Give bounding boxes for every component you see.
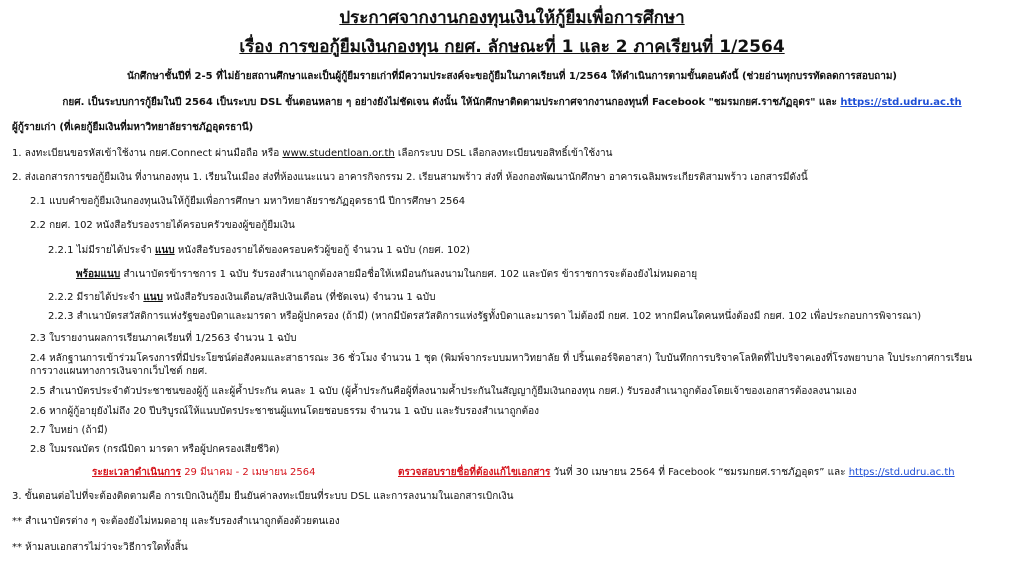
item-2-2-2-attach: แนบ [143, 292, 163, 303]
item-2-2-2 [48, 291, 435, 304]
item-2-2-2-text-end: หนังสือรับรองเงินเดือน/สลิปเงินเดือน (ที่ชัดเจน) จำนวน 1 ฉบับ [166, 292, 436, 303]
step-1-text-end: เลือกระบบ DSL เลือกลงทะเบียนขอสิทธิ์เข้าใช้งาน [397, 148, 613, 159]
item-2-2-1-text: 2.2.1 ไม่มีรายได้ประจำ [48, 245, 152, 256]
studentloan-link[interactable]: www.studentloan.or.th [282, 148, 395, 159]
item-2-2: 2.2 กยศ. 102 หนังสือรับรองรายได้ครอบครัวของผู้ขอกู้ยืมเงิน [30, 220, 295, 231]
with-attach-text: สำเนาบัตรข้าราชการ 1 ฉบับ รับรองสำเนาถูกต้องลายมือชื่อให้เหมือนกันลงนามในกยศ. 102 และบัตร ข้าราชการจะต้องยังไม่หมดอายุ [123, 269, 698, 280]
item-2-2-1-attach: แนบ [154, 245, 175, 256]
intro-line-2 [0, 96, 1024, 109]
item-2-2-3: 2.2.3 สำเนาบัตรสวัสดิการแห่งรัฐของบิดาและมารดา หรือผู้ปกครอง (ถ้ามี) (หากมีบัตรสวัสดิการแห่งรัฐทั้งบิดาและมารดา ไม่ต้องมี กยศ. 102 หากมีคนใดคนหนึ่งต้องมี กยศ. 102 เพื่อประกอบการพิจารณา) [48, 311, 922, 322]
item-2-2-1 [48, 244, 470, 257]
check-line [398, 466, 955, 479]
check-text: วันที่ 30 เมษายน 2564 ที่ Facebook “ชมรมกยศ.ราชภัฏอุดร” และ [553, 467, 846, 478]
period-line [92, 466, 315, 479]
intro-line-1: นักศึกษาชั้นปีที่ 2-5 ที่ไม่ย้ายสถานศึกษาและเป็นผู้กู้ยืมรายเก่าที่มีความประสงค์จะขอกู้ยืมในภาคเรียนที่ 1/2564 ให้ดำเนินการตามขั้นตอนดังนี้ (ช่วยอ่านทุกบรรทัดลดการสอบถาม) [126, 71, 898, 82]
intro-line-2-text: กยศ. เป็นระบบการกู้ยืมในปี 2564 เป็นระบบ DSL ขั้นตอนหลาย ๆ อย่างยังไม่ชัดเจน ดังนั้น ให้นักศึกษาติดตามประกาศจากงานกองทุนที่ Facebook "ชมรมกยศ.ราชภัฏอุดร" และ [62, 97, 837, 108]
step-1-text: 1. ลงทะเบียนขอรหัสเข้าใช้งาน กยศ.Connect ผ่านมือถือ หรือ [12, 148, 280, 159]
item-2-2-1-text-end: หนังสือรับรองรายได้ของครอบครัวผู้ขอกู้ จำนวน 1 ฉบับ (กยศ. 102) [177, 245, 470, 256]
item-2-6: 2.6 หากผู้กู้อายุยังไม่ถึง 20 ปีบริบูรณ์ให้แนบบัตรประชาชนผู้แทนโดยชอบธรรม จำนวน 1 ฉบับ และรับรองสำเนาถูกต้อง [30, 406, 539, 417]
with-attach-label: พร้อมแนบ [76, 269, 121, 280]
step-3: 3. ขั้นตอนต่อไปที่จะต้องติดตามคือ การเบิกเงินกู้ยืม ยืนยันค่าลงทะเบียนที่ระบบ DSL และการลงนามในเอกสารเบิกเงิน [12, 491, 514, 502]
check-label: ตรวจสอบรายชื่อที่ต้องแก้ไขเอกสาร [398, 467, 551, 478]
item-2-5: 2.5 สำเนาบัตรประจำตัวประชาชนของผู้กู้ และผู้ค้ำประกัน คนละ 1 ฉบับ (ผู้ค้ำประกันคือผู้ที่ลงนามค้ำประกันในสัญญากู้ยืมเงินกองทุน กยศ.) รับรองสำเนาถูกต้องโดยเจ้าของเอกสารต้องลงนามเอง [30, 386, 857, 397]
item-2-8: 2.8 ใบมรณบัตร (กรณีบิดา มารดา หรือผู้ปกครองเสียชีวิต) [30, 444, 280, 455]
udru-link[interactable]: https://std.udru.ac.th [840, 97, 962, 108]
with-attach-line [76, 268, 697, 281]
item-2-2-2-text: 2.2.2 มีรายได้ประจำ [48, 292, 141, 303]
step-1 [12, 147, 612, 160]
item-2-4: 2.4 หลักฐานการเข้าร่วมโครงการที่มีประโยชน์ต่อสังคมและสาธารณะ 36 ชั่วโมง จำนวน 1 ชุด (พิมพ์จากระบบมหาวิทยาลัย ที่ ปริ้นเตอร์จิตอาสา) ใบบันทึกการบริจาคโลหิตที่ไปบริจาคเองที่โรงพยาบาล ใบประกาศการเรียนการวางแผนทางการเงินจากเว็บไซต์ กยศ. [30, 353, 973, 377]
item-2-3: 2.3 ใบรายงานผลการเรียนภาคเรียนที่ 1/2563 จำนวน 1 ฉบับ [30, 333, 297, 344]
page-subtitle: เรื่อง การขอกู้ยืมเงินกองทุน กยศ. ลักษณะที่ 1 และ 2 ภาคเรียนที่ 1/2564 [239, 37, 785, 57]
note-1: ** สำเนาบัตรต่าง ๆ จะต้องยังไม่หมดอายุ และรับรองสำเนาถูกต้องด้วยตนเอง [12, 516, 340, 527]
page-title: ประกาศจากงานกองทุนเงินให้กู้ยืมเพื่อการศึกษา [339, 8, 685, 28]
period-value: 29 มีนาคม - 2 เมษายน 2564 [184, 467, 316, 478]
check-link[interactable]: https://std.udru.ac.th [848, 467, 955, 478]
item-2-1: 2.1 แบบคำขอกู้ยืมเงินกองทุนเงินให้กู้ยืมเพื่อการศึกษา มหาวิทยาลัยราชภัฏอุดรธานี ปีการศึกษา 2564 [30, 196, 466, 207]
note-2: ** ห้ามลบเอกสารไม่ว่าจะวิธีการใดทั้งสิ้น [12, 542, 188, 553]
period-label: ระยะเวลาดำเนินการ [92, 467, 181, 478]
section-heading: ผู้กู้รายเก่า (ที่เคยกู้ยืมเงินที่มหาวิทยาลัยราชภัฏอุดรธานี) [12, 122, 254, 133]
step-2: 2. ส่งเอกสารการขอกู้ยืมเงิน ที่งานกองทุน 1. เรียนในเมือง ส่งที่ห้องแนะแนว อาคารกิจกรรม 2. เรียนสามพร้าว ส่งที่ ห้องกองพัฒนานักศึกษา อาคารเฉลิมพระเกียรติสามพร้าว เอกสารมีดังนี้ [12, 172, 808, 183]
item-2-7: 2.7 ใบหย่า (ถ้ามี) [30, 425, 108, 436]
